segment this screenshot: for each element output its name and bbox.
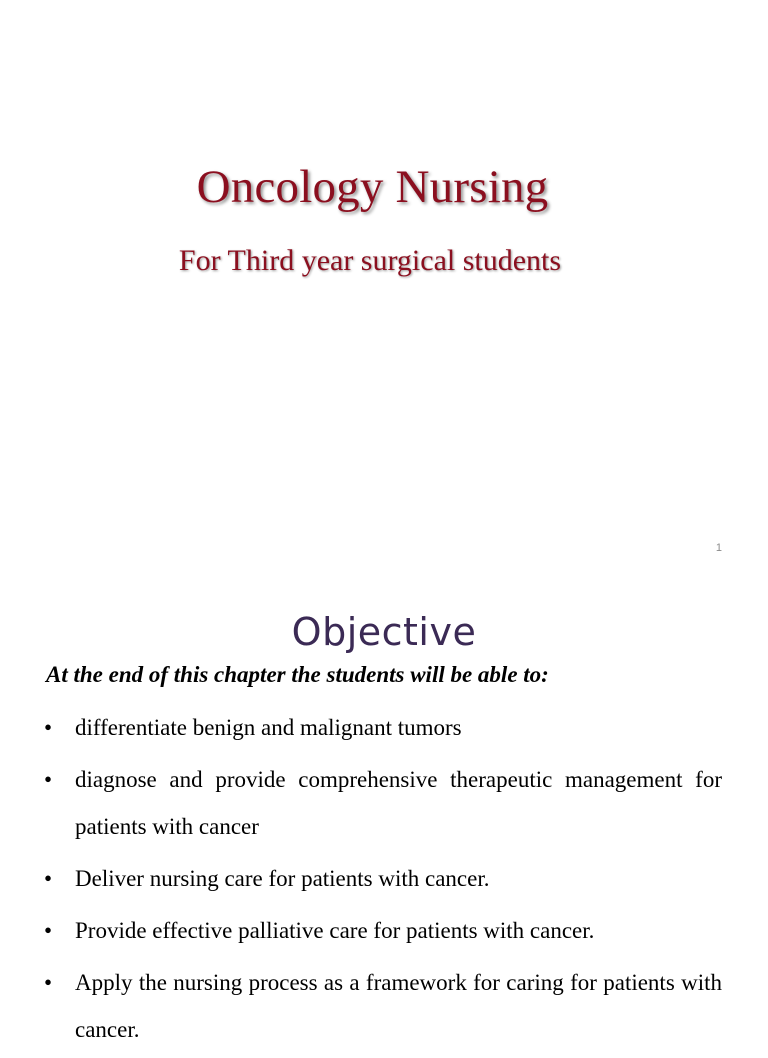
list-item: • diagnose and provide comprehensive therapeutic management for patients with cancer	[44, 756, 722, 850]
objectives-list	[44, 704, 722, 1058]
list-item: • differentiate benign and malignant tumors	[44, 704, 722, 751]
page-number: 1	[715, 542, 722, 554]
list-item: • Apply the nursing process as a framework for caring for patients with cancer.	[44, 959, 722, 1053]
objective-heading: Objective	[291, 610, 477, 654]
slide-subtitle: For Third year surgical students	[178, 244, 562, 277]
objective-slide	[0, 576, 768, 1042]
list-item: • Provide effective palliative care for patients with cancer.	[44, 907, 722, 954]
intro-text: At the end of this chapter the students will be able to:	[46, 662, 549, 687]
list-item: • Deliver nursing care for patients with cancer.	[44, 855, 722, 902]
slide-title: Oncology Nursing	[196, 161, 549, 213]
